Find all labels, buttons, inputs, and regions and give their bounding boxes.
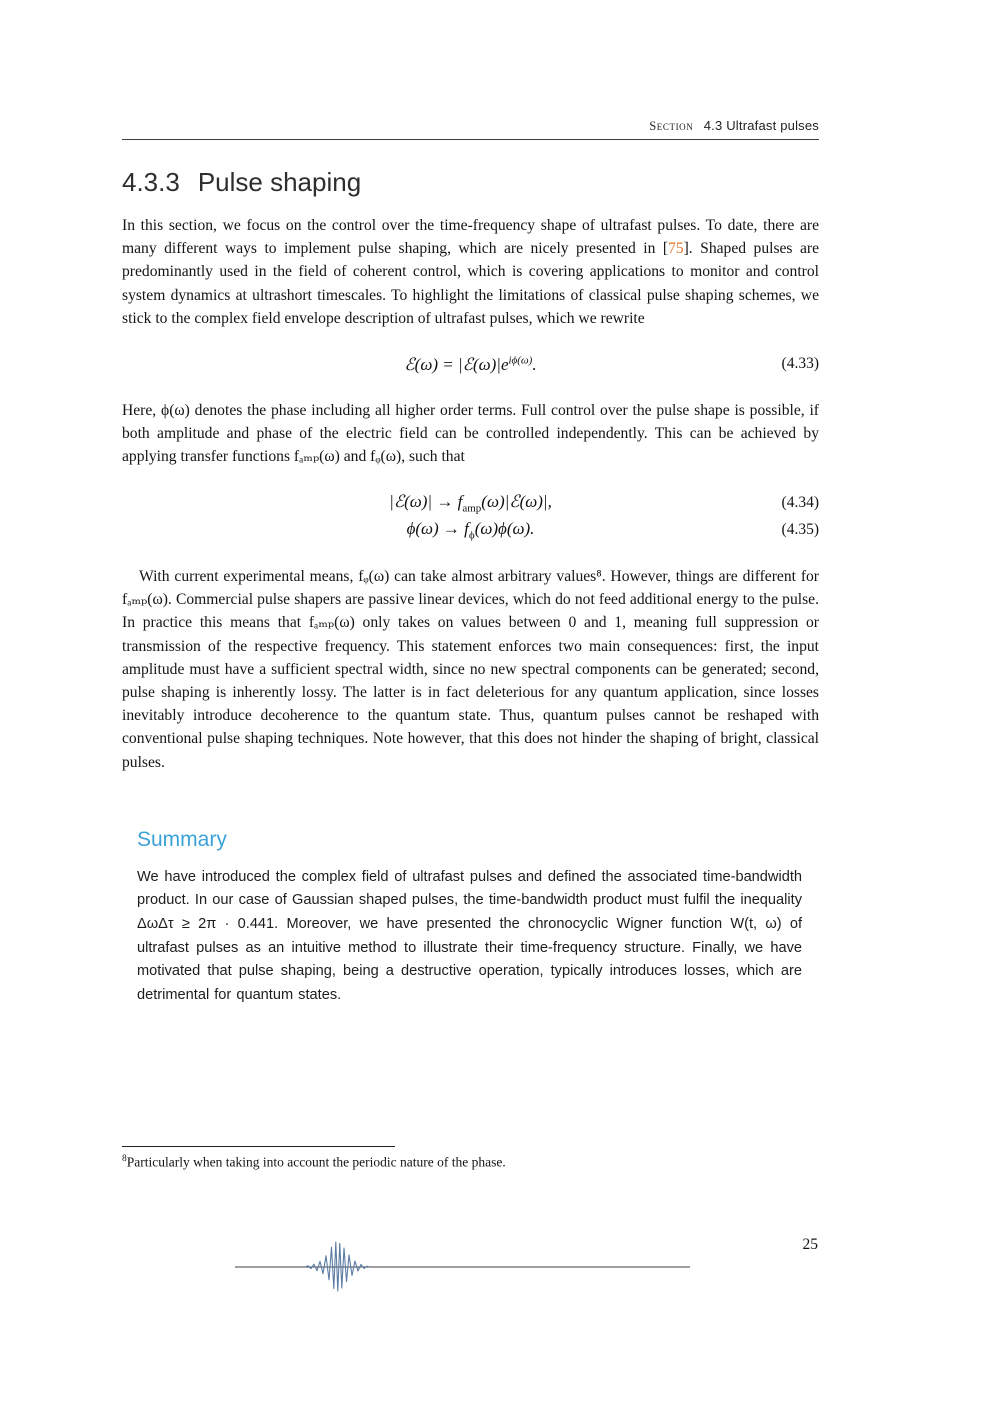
equation-4-33: [122, 354, 819, 375]
equation-4-34: [122, 492, 819, 514]
running-header-title: 4.3 Ultrafast pulses: [703, 118, 819, 133]
equation-4-34-subscript: amp: [462, 502, 482, 515]
paragraph-phase: Here, ϕ(ω) denotes the phase including all higher order terms. Full control over the pulse shape is possible, if both amplitude and phase of the electric field can be controlled independently. This can be achieved by applying transfer functions fₐₘₚ(ω) and fᵩ(ω), such that: [122, 401, 819, 466]
equation-4-35-post: (ω)ϕ(ω).: [474, 518, 535, 538]
paragraph-discussion: With current experimental means, fᵩ(ω) can take almost arbitrary values⁸. However, things are different for fₐₘₚ(ω). Commercial pulse shapers are passive linear devices, which do not feed additional energy to the pulse. In practice this means that fₐₘₚ(ω) only takes on values between 0 and 1, meaning full suppression or transmission of the respective frequency. This statement enforces two main consequences: first, the input amplitude must have a sufficient spectral width, since no new spectral components can be generated; second, pulse shaping is inherently lossy. The latter is in fact deleterious for any quantum application, since losses inevitably introduce decoherence to the quantum state. Thus, quantum pulses cannot be reshaped with conventional pulse shaping techniques. Note however, that this does not hinder the shaping of bright, classical pulses.: [122, 568, 819, 771]
equation-4-35-body: [406, 518, 535, 542]
footnote-marker: 8: [122, 1154, 127, 1164]
running-header-section-label: Section: [649, 119, 694, 133]
header-rule: [122, 139, 819, 140]
paragraph-intro-text: In this section, we focus on the control over the time-frequency shape of ultrafast pulses. To date, there are many different ways to implement pulse shaping, which are nicely presented in [: [122, 217, 819, 258]
pulse-ornament: [235, 1238, 690, 1296]
equation-group: [122, 492, 819, 541]
paragraph-intro: [122, 214, 819, 330]
equation-4-35: [122, 519, 819, 541]
equation-4-33-body: [404, 355, 536, 374]
section-number: 4.3.3: [122, 167, 180, 197]
equation-4-34-body: [389, 492, 552, 515]
summary-box: [122, 828, 819, 1008]
footnote-rule: [122, 1146, 395, 1147]
section-heading: [122, 167, 819, 198]
equation-4-34-pre: |ℰ(ω)| → f: [389, 492, 463, 512]
equation-4-35-pre: ϕ(ω) → f: [406, 518, 469, 538]
equation-4-34-number: (4.34): [781, 494, 819, 512]
equation-4-35-number: (4.35): [781, 520, 819, 538]
footnote-text-line: [122, 1154, 819, 1171]
equation-4-33-superscript: iϕ(ω): [508, 354, 533, 367]
summary-body: We have introduced the complex field of ultrafast pulses and defined the associated time-bandwidth product. In our case of Gaussian shaped pulses, the time-bandwidth product must fulfil the inequality ΔωΔτ ≥ 2π · 0.441. Moreover, we have presented the chronocyclic Wigner function W(t, ω) of ultrafast pulses as an intuitive method to illustrate their time-frequency structure. Finally, we have motivated that pulse shaping, being a destructive operation, typically introduces losses, which are detrimental for quantum states.: [137, 868, 802, 1003]
summary-heading: Summary: [137, 827, 227, 851]
equation-4-33-pre: ℰ(ω) = |ℰ(ω)|e: [404, 354, 509, 374]
equation-4-33-post: .: [532, 354, 537, 374]
equation-4-34-post: (ω)|ℰ(ω)|,: [481, 492, 552, 512]
footnote: [122, 1146, 819, 1171]
page-number: 25: [802, 1236, 818, 1253]
footnote-text: Particularly when taking into account the periodic nature of the phase.: [126, 1154, 506, 1170]
citation-link-75[interactable]: 75: [668, 240, 684, 258]
paragraph-intro-cont: ]. Shaped pulses are predominantly used in the field of coherent control, which is covering applications to monitor and control system dynamics at ultrashort timescales. To highlight the limitations of classical pulse shaping schemes, we stick to the complex field envelope description of ultrafast pulses, which we rewrite: [122, 240, 819, 327]
equation-4-35-subscript: ϕ: [468, 529, 475, 542]
section-title: Pulse shaping: [197, 167, 362, 197]
page-content: [122, 0, 819, 1007]
running-header: [122, 118, 819, 134]
equation-4-33-number: (4.33): [781, 355, 819, 373]
